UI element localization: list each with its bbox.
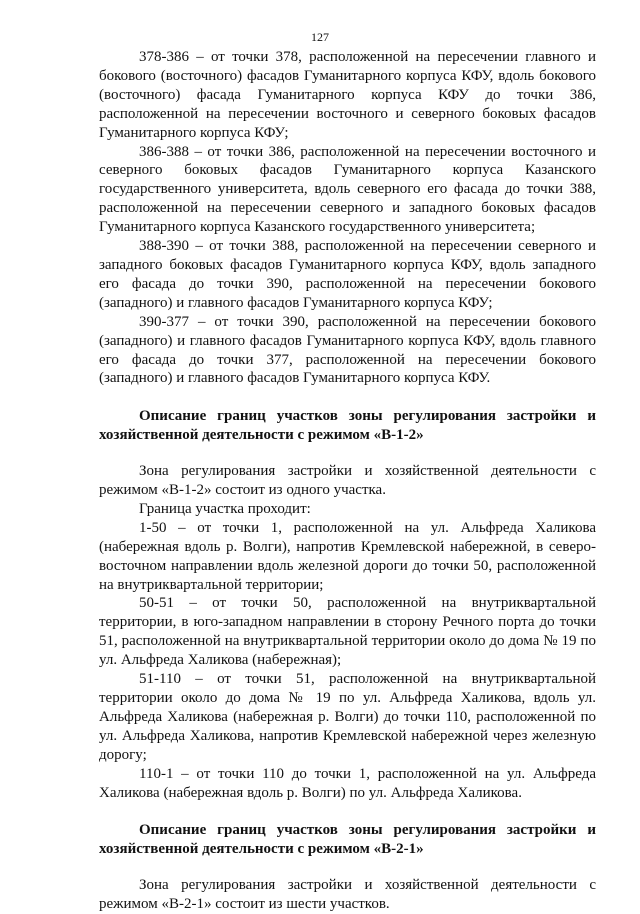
page-number: 127 [311,30,329,44]
spacer [99,802,596,821]
boundary-segment-1-50: 1-50 – от точки 1, расположенной на ул. Альфреда Халикова (набережная вдоль р. Волги), напротив Кремлевской набережной, в северо-восточном направлении вдоль железной дороги до точки 50, расположенной на внутриквартальной территории; [99,519,596,593]
zone-intro-v-2-1: Зона регулирования застройки и хозяйственной деятельности с режимом «В-2-1» состоит из шести участков. [99,877,596,913]
zone-intro-v-1-2: Зона регулирования застройки и хозяйственной деятельности с режимом «В-1-2» состоит из одного участка. [99,463,596,499]
boundary-segment-110-1: 110-1 – от точки 110 до точки 1, расположенной на ул. Альфреда Халикова (набережная вдоль р. Волги) по ул. Альфреда Халикова. [99,765,596,801]
spacer [99,388,596,407]
section-zone-v-2-1 [99,821,596,914]
boundary-segment-388-390: 388-390 – от точки 388, расположенной на пересечении северного и западного боковых фасадов Гуманитарного корпуса КФУ, вдоль западного его фасада до точки 390, расположенной на пересечении бокового (западного) и главного фасадов Гуманитарного корпуса КФУ; [99,238,596,311]
boundary-segment-386-388: 386-388 – от точки 386, расположенной на пересечении восточного и северного боковых фасадов Гуманитарного корпуса Казанского государственного университета, вдоль северного его фасада до точки 388, расположенной на пересечении северного и западного боковых фасадов Гуманитарного корпуса Казанского государственного университета; [99,143,596,236]
boundary-segment-390-377: 390-377 – от точки 390, расположенной на пересечении бокового (западного) и главного фасадов Гуманитарного корпуса КФУ, вдоль главного его фасада до точки 377, расположенной на пересечении бокового (западного) и главного фасадов Гуманитарного корпуса КФУ. [99,313,596,387]
spacer [99,445,596,462]
section-heading-v-1-2: Описание границ участков зоны регулирования застройки и хозяйственной деятельности с режимом «В-1-2» [99,408,596,444]
section-zone-v-1-2 [99,407,596,802]
section-heading-v-2-1: Описание границ участков зоны регулирования застройки и хозяйственной деятельности с режимом «В-2-1» [99,822,596,858]
boundary-segment-50-51: 50-51 – от точки 50, расположенной на внутриквартальной территории, в юго-западном направлении в сторону Речного порта до точки 51, расположенной на внутриквартальной территории около до дома № 19 по ул. Альфреда Халикова (набережная); [99,595,596,669]
section-boundary-list-kfu [99,48,596,388]
page-content [99,48,596,914]
spacer [99,859,596,876]
boundary-segment-378-386: 378-386 – от точки 378, расположенной на пересечении главного и бокового (восточного) фасадов Гуманитарного корпуса КФУ, вдоль бокового (восточного) фасада Гуманитарного корпуса КФУ до точки 386, расположенной на пересечении восточного и северного боковых фасадов Гуманитарного корпуса КФУ; [99,49,596,141]
boundary-segment-51-110: 51-110 – от точки 51, расположенной на внутриквартальной территории около до дома № 19 по ул. Альфреда Халикова, вдоль ул. Альфреда Халикова (набережная р. Волги) до точки 110, расположенной по ул. Альфреда Халикова, напротив Кремлевской набережной через железную дорогу; [99,671,596,763]
boundary-label: Граница участка проходит: [139,500,311,517]
